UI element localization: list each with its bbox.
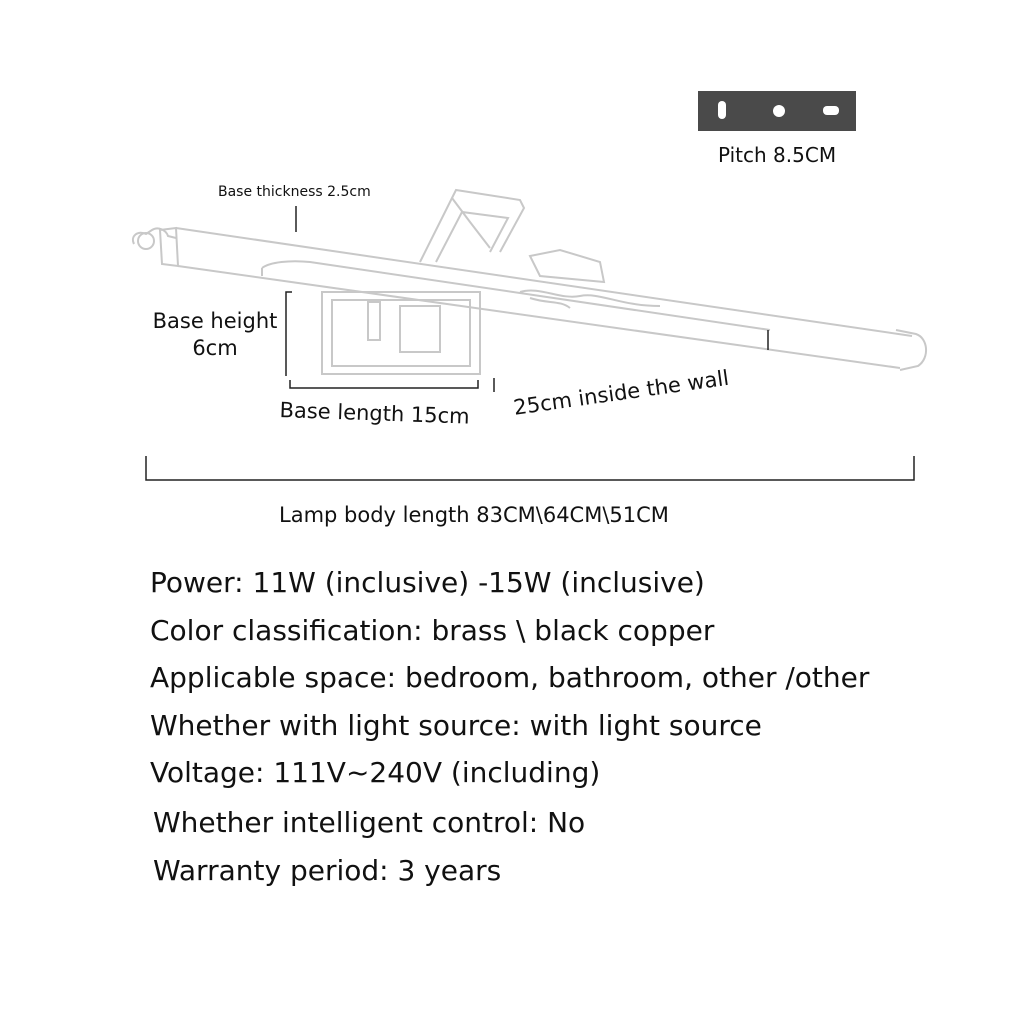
- base-thickness-label: Base thickness 2.5cm: [218, 184, 371, 200]
- spec-light-source: Whether with light source: with light source: [150, 709, 762, 742]
- inside-wall-label: 25cm inside the wall: [512, 365, 731, 420]
- base-length-label: Base length 15cm: [279, 398, 471, 429]
- base-height-label: [148, 308, 282, 362]
- spec-voltage: Voltage: 111V~240V (including): [150, 756, 601, 789]
- mount-plate: [698, 91, 856, 131]
- lamp-body-length-label: Lamp body length 83CM\64CM\51CM: [279, 503, 669, 527]
- spec-warranty: Warranty period: 3 years: [153, 854, 502, 887]
- base-height-label-line1: Base height: [152, 309, 278, 333]
- base-height-label-line2: 6cm: [192, 336, 238, 360]
- pitch-label: Pitch 8.5CM: [718, 143, 837, 167]
- spec-intelligent-control: Whether intelligent control: No: [153, 806, 586, 839]
- spec-applicable-space: Applicable space: bedroom, bathroom, other /other: [150, 661, 870, 694]
- spec-color-classification: Color classification: brass \ black copper: [150, 614, 715, 647]
- spec-power: Power: 11W (inclusive) -15W (inclusive): [150, 566, 705, 599]
